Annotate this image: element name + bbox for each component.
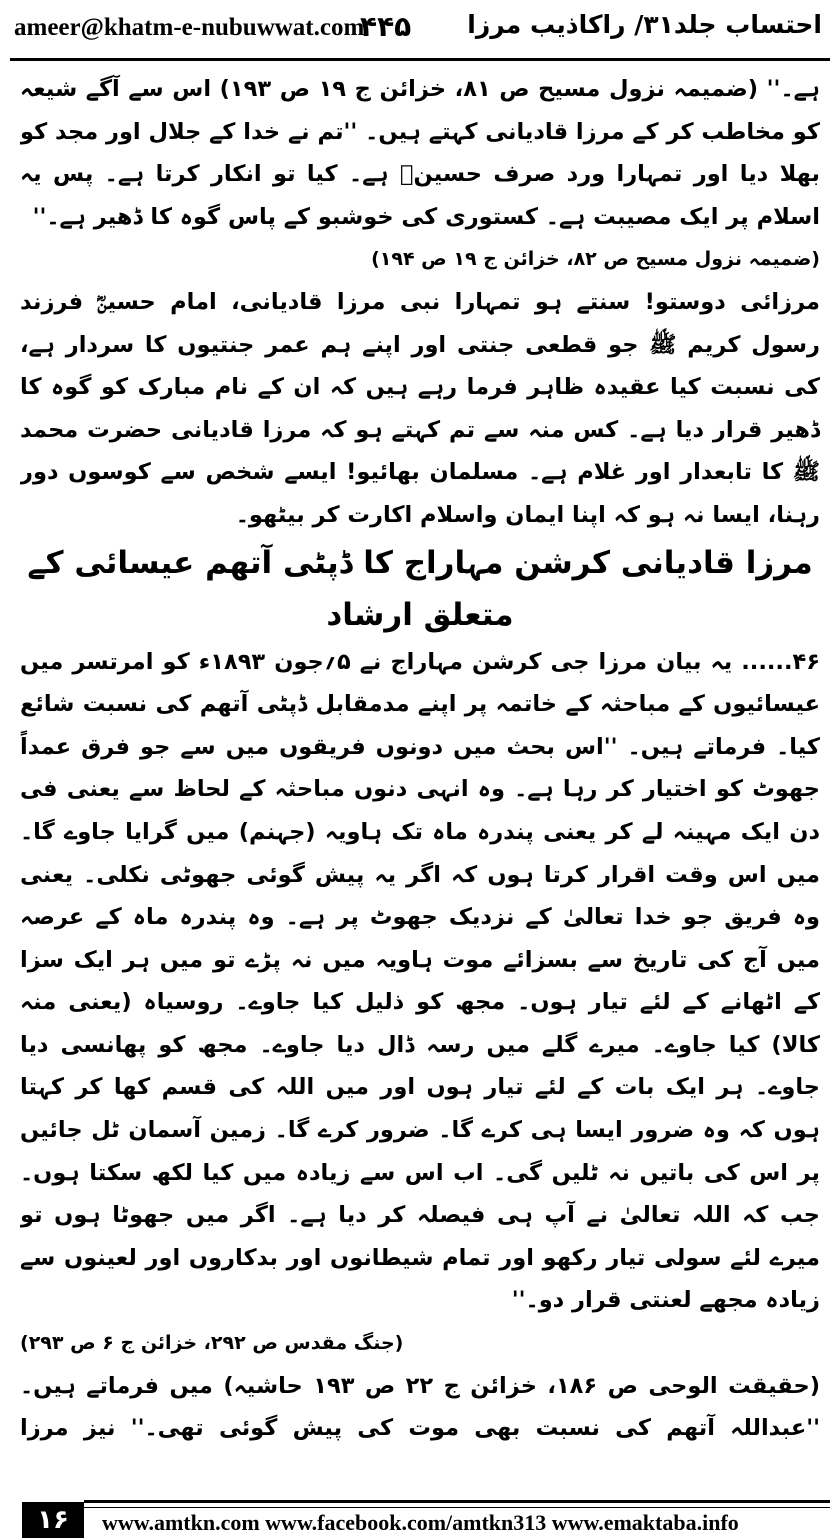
header-rule (10, 58, 830, 61)
paragraph-imam-hussain: مرزائی دوستو! سنتے ہو تمہارا نبی مرزا قادیانی، امام حسینؓ فرزند رسول کریم ﷺ جو قطعی جنتی اور اپنے ہم عمر جنتیوں کا سردار ہے، کی نسبت کیا عقیدہ ظاہر فرما رہے ہیں کہ ان کے نام مبارک کو گوہ کا ڈھیر قرار دیا ہے۔ کس منہ سے تم کہتے ہو کہ مرزا قادیانی حضرت محمد ﷺ کا تابعدار اور غلام ہے۔ مسلمان بھائیو! ایسے شخص سے کوسوں دور رہنا، ایسا نہ ہو کہ اپنا ایمان واسلام اکارت کر بیٹھو۔ (20, 288, 820, 528)
section-heading: مرزا قادیانی کرشن مہاراج کا ڈپٹی آتھم عیسائی کے متعلق ارشاد (27, 544, 813, 633)
paragraph-prophecy-46: ۴۶...... یہ بیان مرزا جی کرشن مہاراج نے ۵؍جون ۱۸۹۳ء کو امرتسر میں عیسائیوں کے مباحثہ کے خاتمہ پر اپنے مدمقابل ڈپٹی آتھم کی نسبت شائع کیا۔ فرماتے ہیں۔ ''اس بحث میں دونوں فریقوں میں سے جو فرق عمداً جھوٹ کو اختیار کر رہا ہے۔ وہ انہی دنوں مباحثہ کے لحاظ سے یعنی فی دن ایک مہینہ لے کر یعنی پندرہ ماہ تک ہاویہ (جہنم) میں گرایا جاوے گا۔ میں اس وقت اقرار کرتا ہوں کہ اگر یہ پیش گوئی جھوٹی نکلی۔ یعنی وہ فریق جو خدا تعالیٰ کے نزدیک جھوٹ پر ہے۔ وہ پندرہ ماہ کے عرصہ میں آج کی تاریخ سے بسزائے موت ہاویہ میں نہ پڑے تو میں ہر ایک سزا کے اٹھانے کے لئے تیار ہوں۔ مجھ کو ذلیل کیا جاوے۔ روسیاہ (یعنی منہ کالا) کیا جاوے۔ میرے گلے میں رسہ ڈال دیا جاوے۔ مجھ کو پھانسی دیا جاوے۔ ہر ایک بات کے لئے تیار ہوں اور میں اللہ کی قسم کھا کر کہتا ہوں کہ وہ ضرور ایسا ہی کرے گا۔ ضرور کرے گا۔ زمین آسمان ٹل جائیں پر اس کی باتیں نہ ٹلیں گی۔ اب اس سے زیادہ میں کیا لکھ سکتا ہوں۔ جب کہ اللہ تعالیٰ نے آپ ہی فیصلہ کر دیا ہے۔ اگر میں جھوٹا ہوں تو میرے لئے سولی تیار رکھو اور تمام شیطانوں اور بدکاروں اور لعینوں سے زیادہ مجھے لعنتی قرار دو۔'' (20, 648, 820, 1314)
header-page-number: ۴۴۵ (360, 10, 412, 43)
citation-jang-muqaddas: (جنگ مقدس ص ۲۹۲، خزائن ج ۶ ص ۲۹۳) (20, 1332, 404, 1355)
citation-zamima: (ضمیمہ نزول مسیح ص ۸۲، خزائن ج ۱۹ ص ۱۹۴) (371, 248, 820, 271)
footer-websites: www.amtkn.com www.facebook.com/amtkn313 www.emaktaba.info (102, 1510, 739, 1535)
header-book-title: احتساب جلد۳۱/ راکاذیب مرزا (467, 10, 822, 39)
header-email: ameer@khatm-e-nubuwwat.com (14, 14, 365, 41)
paragraph-haqiqat-ul-wahi: (حقیقت الوحی ص ۱۸۶، خزائن ج ۲۲ ص ۱۹۳ حاشیہ) میں فرماتے ہیں۔ ''عبداللہ آتھم کی نسبت بھی موت کی پیش گوئی تھی۔'' نیز مرزا (20, 1372, 820, 1442)
footer-rule (84, 1500, 830, 1503)
footer-rule-thin (84, 1507, 830, 1508)
page-body (20, 68, 820, 1453)
paragraph-shia-quote: ہے۔'' (ضمیمہ نزول مسیح ص ۸۱، خزائن ج ۱۹ ص ۱۹۳) اس سے آگے شیعہ کو مخاطب کر کے مرزا قادیانی کہتے ہیں۔ ''تم نے خدا کے جلال اور مجد کو بھلا دیا اور تمہارا ورد صرف حسینؓ ہے۔ کیا تو انکار کرتا ہے۔ پس یہ اسلام پر ایک مصیبت ہے۔ کستوری کی خوشبو کے پاس گوہ کا ڈھیر ہے۔'' (20, 76, 820, 230)
footer-page-number: ۱۶ (22, 1502, 84, 1538)
